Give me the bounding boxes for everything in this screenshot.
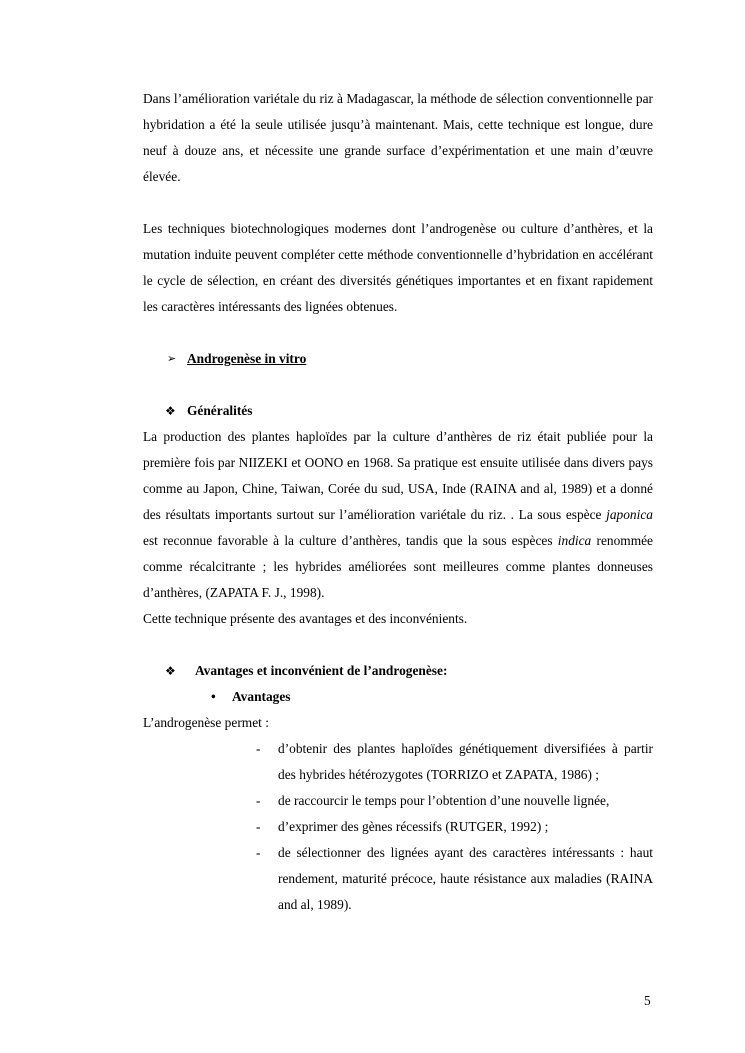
list-item: [143, 736, 653, 788]
document-page: [143, 86, 653, 918]
generalites-closing-line: Cette technique présente des avantages et des inconvénients.: [143, 611, 468, 626]
dash-bullet-icon: -: [256, 741, 261, 756]
dash-bullet-icon: -: [256, 819, 261, 834]
subheading-title: Généralités: [187, 403, 253, 418]
italic-term-japonica: japonica: [606, 507, 653, 522]
subheading-title: Avantages et inconvénient de l’androgenèse:: [195, 663, 448, 678]
spacer: [143, 372, 653, 398]
intro-paragraph-2: Les techniques biotechnologiques modernes dont l’androgenèse ou culture d’anthères, et la mutation induite peuvent compléter cette méthode conventionnelle d’hybridation en accélérant le cycle de sélection, en créant des diversités génétiques importantes et en fixant rapidement les caractères intéressants des lignées obtenues.: [143, 221, 653, 314]
list-item: [143, 788, 653, 814]
avantages-list: [143, 736, 653, 918]
diamond-bullet-icon: ❖: [165, 664, 176, 678]
text-run: La production des plantes haploïdes par la culture d’anthères de riz était publiée pour la première fois par NIIZEKI et OONO en 1968. Sa pratique est ensuite utilisée dans divers pays comme au Japon, Chine, Taiwan, Corée du sud, USA, Inde (RAINA and al, 1989) et a donné des résultats importants surtout sur l’amélioration variétale du riz. . La sous espèce: [143, 429, 653, 522]
subheading-title: Avantages: [232, 689, 291, 704]
list-item-text: d’exprimer des gènes récessifs (RUTGER, 1992) ;: [278, 819, 549, 834]
avantages-lead-line: L’androgenèse permet :: [143, 715, 269, 730]
generalites-paragraph: [143, 424, 653, 606]
subheading-avantages: [143, 684, 653, 710]
dash-bullet-icon: -: [256, 845, 261, 860]
subheading-avantages-inconvenients: [143, 658, 653, 684]
arrow-bullet-icon: ➢: [167, 352, 177, 365]
round-bullet-icon: •: [211, 689, 216, 704]
list-item: [143, 840, 653, 918]
subheading-generalites: [143, 398, 653, 424]
spacer: [143, 632, 653, 658]
spacer: [143, 190, 653, 216]
spacer: [143, 320, 653, 346]
text-run: est reconnue favorable à la culture d’anthères, tandis que la sous espèces: [143, 533, 558, 548]
intro-paragraph-1: Dans l’amélioration variétale du riz à Madagascar, la méthode de sélection conventionnelle par hybridation a été la seule utilisée jusqu’à maintenant. Mais, cette technique est longue, dure neuf à douze ans, et nécessite une grande surface d’expérimentation et une main d’œuvre élevée.: [143, 91, 653, 184]
section-heading-androgenese: [143, 346, 653, 372]
text-run: renommée comme récalcitrante ; les hybrides améliorées sont meilleures comme plantes donneuses d’anthères, (ZAPATA F. J., 1998).: [143, 533, 654, 600]
list-item: [143, 814, 653, 840]
list-item-text: de raccourcir le temps pour l’obtention d’une nouvelle lignée,: [278, 793, 610, 808]
diamond-bullet-icon: ❖: [165, 404, 176, 418]
italic-term-indica: indica: [557, 533, 592, 548]
page-number: 5: [644, 993, 651, 1008]
section-title: Androgenèse in vitro: [187, 351, 307, 366]
list-item-text: de sélectionner des lignées ayant des caractères intéressants : haut rendement, maturité précoce, haute résistance aux maladies (RAINA and al, 1989).: [278, 845, 653, 912]
list-item-text: d’obtenir des plantes haploïdes génétiquement diversifiées à partir des hybrides hétérozygotes (TORRIZO et ZAPATA, 1986) ;: [278, 741, 653, 782]
dash-bullet-icon: -: [256, 793, 261, 808]
